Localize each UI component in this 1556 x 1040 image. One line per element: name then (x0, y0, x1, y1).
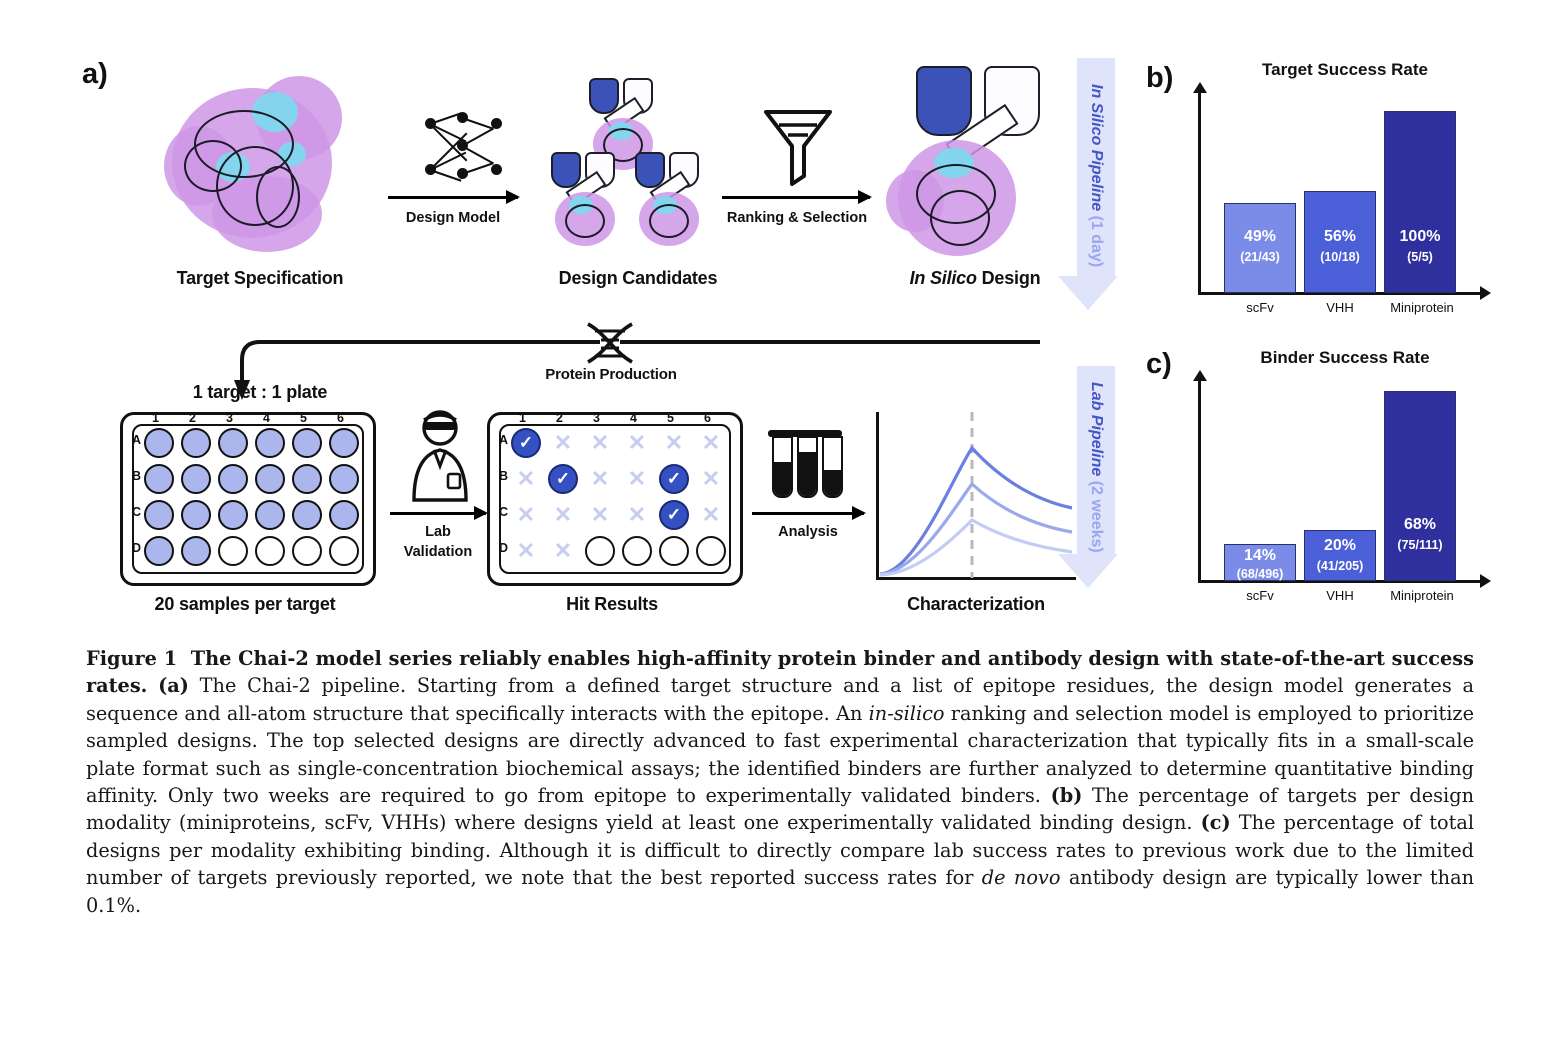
chart-b-y-axis-arrow (1193, 82, 1207, 93)
lab-pipeline-name: Lab Pipeline (1088, 382, 1105, 477)
chart-c-tick-vhh: VHH (1326, 588, 1354, 603)
chart-b-x-axis-arrow (1480, 286, 1491, 300)
assay-tubes-icon (766, 428, 846, 500)
caption-a-text2: ranking and selection model is employed to prioritize sampled designs. The top selected designs are directly advanced to fast experimental characterization that typically fits in a small-scale plate format such as single-concentration biochemical assays; the identified binders are further analyzed to determine quantitative binding affinity. Only two weeks are required to go from epitope to experimentally validated binders. (86, 701, 1474, 807)
chart-c-bar-miniprotein (1384, 391, 1456, 581)
caption-b-tag: (b) (1050, 783, 1083, 807)
caption-a-text: The Chai-2 pipeline. Starting from a defined target structure and a list of epitope residues, the design model generates a sequence and all-atom structure that specifically interacts with the epitope. An (86, 674, 1474, 725)
design-candidates-illustration (545, 78, 725, 258)
chart-c-bar-scfv-value: 14% (1243, 547, 1277, 564)
chart-c-bar-miniprotein-value: 68% (1403, 516, 1437, 533)
chart-b-title: Target Success Rate (1262, 60, 1428, 79)
chart-b-bar-miniprotein (1384, 111, 1456, 293)
label-design-model: Design Model (405, 210, 501, 226)
chart-b-y-axis (1198, 92, 1201, 294)
caption-c-tag: (c) (1200, 811, 1231, 835)
chart-b-tick-vhh: VHH (1326, 300, 1354, 315)
chart-b-bar-vhh-value: 56% (1323, 228, 1357, 245)
label-one-target-one-plate: 1 target : 1 plate (192, 382, 328, 402)
backbone-trace-4 (256, 166, 300, 228)
design-model-icon (425, 112, 505, 186)
chart-c-y-axis (1198, 380, 1201, 582)
in-silico-pipeline-name: In Silico Pipeline (1088, 84, 1105, 212)
in-silico-pipeline-duration: (1 day) (1088, 211, 1105, 268)
arrow-design-model (388, 196, 518, 199)
caption-a-tag: (a) (158, 674, 189, 698)
characterization-plot (876, 412, 1076, 580)
lab-pipeline-text (1087, 382, 1105, 553)
arrow-ranking-selection (722, 196, 870, 199)
label-in-silico-design-italic: In Silico (909, 268, 977, 288)
label-lab-validation-2: Validation (403, 544, 473, 560)
label-target-specification: Target Specification (176, 268, 344, 288)
chart-c-tick-miniprotein: Miniprotein (1390, 588, 1454, 603)
chart-c-bar-miniprotein-fraction: (75/111) (1397, 538, 1443, 552)
plate-wells-group: 1 2 3 4 5 6 A B C D (120, 412, 370, 580)
arrow-analysis (752, 512, 864, 515)
chart-binder-success-rate (1190, 348, 1500, 608)
chart-b-bar-miniprotein-fraction: (5/5) (1407, 250, 1433, 264)
figure-caption (86, 645, 1474, 919)
design-candidate-2 (541, 152, 633, 252)
funnel-icon (762, 106, 834, 186)
label-lab-validation-1: Lab (425, 524, 451, 540)
panel-letter-a: a) (82, 58, 108, 90)
backbone-trace-3 (184, 140, 242, 192)
chart-b-bar-vhh-fraction: (10/18) (1320, 250, 1360, 264)
caption-b-text: The percentage of targets per design modality (miniproteins, scFv, VHHs) where designs yield at least one experimentally validated binding design. (86, 783, 1474, 835)
label-characterization: Characterization (907, 594, 1045, 614)
chart-c-title: Binder Success Rate (1260, 348, 1430, 367)
lab-pipeline-duration: (2 weeks) (1088, 476, 1105, 553)
in-silico-pipeline-text (1087, 84, 1105, 267)
dna-icon (578, 320, 642, 366)
label-design-candidates: Design Candidates (558, 268, 718, 288)
chart-c-tick-scfv: scFv (1246, 588, 1274, 603)
chart-c-bar-scfv (1224, 544, 1296, 581)
label-ranking-selection: Ranking & Selection (726, 210, 868, 226)
chart-b-bar-miniprotein-value: 100% (1399, 228, 1441, 245)
target-structure-illustration (160, 70, 360, 260)
caption-figure-number: Figure 1 (86, 647, 178, 670)
label-protein-production: Protein Production (545, 366, 677, 383)
label-hit-results: Hit Results (566, 594, 658, 614)
label-in-silico-design-rest: Design (976, 268, 1041, 288)
panel-letter-b: b) (1146, 62, 1174, 94)
caption-title: The Chai-2 model series reliably enables high-affinity protein binder and antibody design with state-of-the-art success rates. (86, 647, 1474, 698)
chart-c-x-axis-arrow (1480, 574, 1491, 588)
arrow-lab-validation (390, 512, 486, 515)
chart-b-tick-miniprotein: Miniprotein (1390, 300, 1454, 315)
chart-c-bar-vhh (1304, 530, 1376, 581)
caption-c-text: The percentage of total designs per modality exhibiting binding. Although it is difficult to directly compare lab success rates to previous work due to the limited number of targets previously reported, we note that the best reported success rates for (86, 811, 1474, 890)
chart-c-bar-scfv-fraction: (68/496) (1236, 567, 1284, 581)
chart-b-tick-scfv: scFv (1246, 300, 1274, 315)
label-analysis: Analysis (778, 524, 838, 540)
in-silico-design-illustration (880, 66, 1070, 266)
caption-a-italic: in-silico (868, 701, 945, 725)
chart-c-bar-vhh-fraction: (41/205) (1316, 559, 1364, 573)
chart-c-y-axis-arrow (1193, 370, 1207, 381)
hit-wells-group: 1 2 3 4 5 6 A B C D ✓ ✕ ✕ ✕ ✕ ✕ ✕ ✓ ✕ ✕ ✓ ✕ ✕ ✕ ✕ ✕ ✓ ✕ ✕ ✕ (487, 412, 737, 580)
chart-b-bar-vhh (1304, 191, 1376, 293)
chart-b-bar-scfv-fraction: (21/43) (1240, 250, 1280, 264)
label-in-silico-design (870, 268, 1080, 289)
chart-b-bar-scfv (1224, 203, 1296, 293)
scientist-icon (404, 406, 476, 504)
caption-c-italic: de novo (981, 866, 1061, 890)
caption-c-text2: antibody design are typically lower than 0.1%. (86, 866, 1474, 917)
chart-target-success-rate (1190, 60, 1500, 320)
label-samples-per-target: 20 samples per target (154, 594, 336, 614)
chart-c-bar-vhh-value: 20% (1323, 537, 1357, 554)
design-candidate-3 (625, 152, 717, 252)
chart-b-bar-scfv-value: 49% (1243, 228, 1277, 245)
panel-letter-c: c) (1146, 348, 1172, 380)
